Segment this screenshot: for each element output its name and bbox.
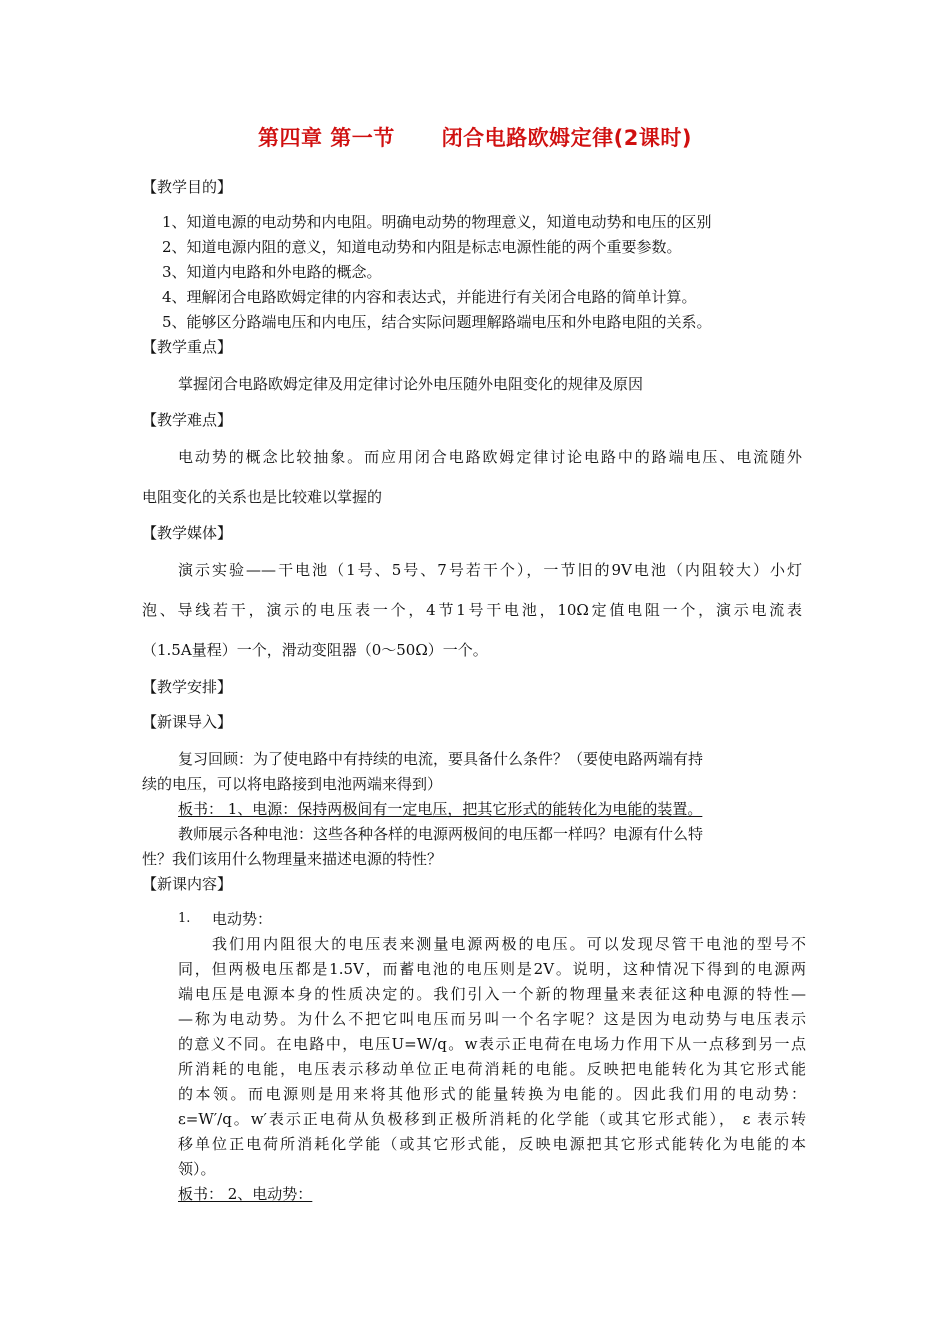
intro-line-2: 续的电压，可以将电路接到电池两端来得到） [142, 775, 443, 793]
difficulty-heading: 【教学难点】 [142, 411, 233, 429]
emf-line-10: 领）。 [178, 1160, 216, 1178]
goal-item-4: 4、理解闭合电路欧姆定律的内容和表达式，并能进行有关闭合电路的简单计算。 [162, 288, 697, 306]
intro-line-1: 复习回顾：为了使电路中有持续的电流，要具备什么条件？（要使电路两端有持 [178, 750, 704, 768]
emf-line-6: 所消耗的电能，电压表示移动单位正电荷消耗的电能。反映把电能转化为其它形式能 [178, 1060, 806, 1078]
emf-line-4: —称为电动势。为什么不把它叫电压而另叫一个名字呢？这是因为电动势与电压表示 [178, 1010, 806, 1028]
goals-heading: 【教学目的】 [142, 178, 233, 196]
emf-line-7: 的本领。而电源则是用来将其他形式的能量转换为电能的。因此我们用的电动势： [178, 1085, 806, 1103]
page-title: 第四章 第一节 闭合电路欧姆定律(2课时) [258, 126, 692, 150]
item-number: 1. [178, 911, 191, 926]
key-text: 掌握闭合电路欧姆定律及用定律讨论外电压随外电阻变化的规律及原因 [178, 375, 644, 393]
teacher-line-1: 教师展示各种电池：这些各种各样的电源两极间的电压都一样吗？电源有什么特 [178, 825, 704, 843]
key-heading: 【教学重点】 [142, 338, 233, 356]
intro-heading: 【新课导入】 [142, 713, 233, 731]
emf-line-1: 我们用内阻很大的电压表来测量电源两极的电压。可以发现尽管干电池的型号不 [212, 935, 806, 953]
emf-line-2: 同，但两极电压都是1.5V，而蓄电池的电压则是2V。说明，这种情况下得到的电源两 [178, 960, 806, 978]
board-note-1: 板书： 1、电源：保持两极间有一定电压，把其它形式的能转化为电能的装置。 [178, 800, 703, 818]
media-line-2: 泡、导线若干，演示的电压表一个，4节1号干电池，10Ω定值电阻一个，演示电流表 [142, 601, 802, 619]
item-title: 电动势： [212, 910, 273, 928]
goal-item-5: 5、能够区分路端电压和内电压，结合实际问题理解路端电压和外电路电阻的关系。 [162, 313, 712, 331]
emf-line-3: 端电压是电源本身的性质决定的。我们引入一个新的物理量来表征这种电源的特性— [178, 985, 806, 1003]
media-heading: 【教学媒体】 [142, 524, 233, 542]
arrangement-heading: 【教学安排】 [142, 678, 233, 696]
goal-item-2: 2、知道电源内阻的意义，知道电动势和内阻是标志电源性能的两个重要参数。 [162, 238, 682, 256]
emf-line-5: 的意义不同。在电路中，电压U=W/q。w表示正电荷在电场力作用下从一点移到另一点 [178, 1035, 806, 1053]
emf-line-8: ε=W′/q。w′表示正电荷从负极移到正极所消耗的化学能（或其它形式能）， ε 表示转 [178, 1110, 806, 1128]
emf-line-9: 移单位正电荷所消耗化学能（或其它形式能，反映电源把其它形式能转化为电能的本 [178, 1135, 806, 1153]
content-heading: 【新课内容】 [142, 875, 233, 893]
goal-item-1: 1、知道电源的电动势和内电阻。明确电动势的物理意义，知道电动势和电压的区别 [162, 213, 712, 231]
teacher-line-2: 性？我们该用什么物理量来描述电源的特性？ [142, 850, 443, 868]
media-line-3: （1.5A量程）一个，滑动变阻器（0～50Ω）一个。 [142, 641, 488, 659]
media-line-1: 演示实验——干电池（1号、5号、7号若干个），一节旧的9V电池（内阻较大）小灯 [178, 561, 802, 579]
difficulty-line-2: 电阻变化的关系也是比较难以掌握的 [142, 488, 383, 506]
difficulty-line-1: 电动势的概念比较抽象。而应用闭合电路欧姆定律讨论电路中的路端电压、电流随外 [178, 448, 802, 466]
goal-item-3: 3、知道内电路和外电路的概念。 [162, 263, 382, 281]
board-note-2: 板书： 2、电动势： [178, 1185, 313, 1203]
